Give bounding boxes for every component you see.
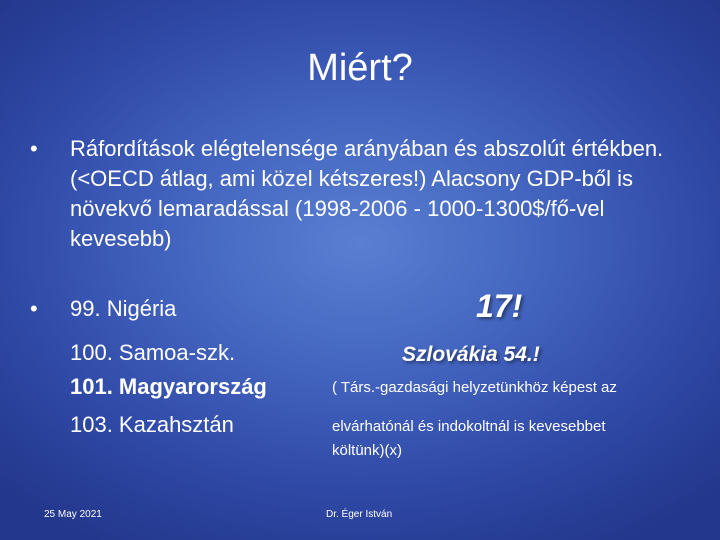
bullet-item-spending bbox=[30, 134, 690, 254]
bullet-icon: • bbox=[30, 296, 38, 321]
ranking-item-nigeria: 99. Nigéria bbox=[70, 296, 177, 321]
bullet-icon: • bbox=[30, 136, 38, 161]
footer-author: Dr. Éger István bbox=[326, 509, 393, 520]
slide-title: Miért? bbox=[307, 47, 413, 89]
note-line-2: elvárhatónál és indokoltnál is kevesebbet bbox=[332, 418, 606, 435]
note-line-3: költünk)(x) bbox=[332, 442, 403, 459]
spending-text: Ráfordítások elégtelensége arányában és abszolút értékben. (<OECD átlag, ami közel kétszeres!) Alacsony GDP-ből is növekvő lemaradással (1998-2006 - 1000-1300$/fő-vel kevesebb) bbox=[70, 136, 664, 251]
ranking-item-kazakhstan: 103. Kazahsztán bbox=[70, 412, 234, 437]
footer-date: 25 May 2021 bbox=[44, 509, 102, 520]
note-line-1: ( Társ.-gazdasági helyzetünkhöz képest az bbox=[332, 379, 617, 396]
ranking-item-samoa: 100. Samoa-szk. bbox=[70, 340, 236, 365]
highlight-number: 17! bbox=[476, 288, 523, 324]
slovakia-highlight: Szlovákia 54.! bbox=[402, 343, 540, 366]
bullet-item-ranking bbox=[30, 292, 70, 326]
ranking-item-hungary: 101. Magyarország bbox=[70, 374, 267, 399]
